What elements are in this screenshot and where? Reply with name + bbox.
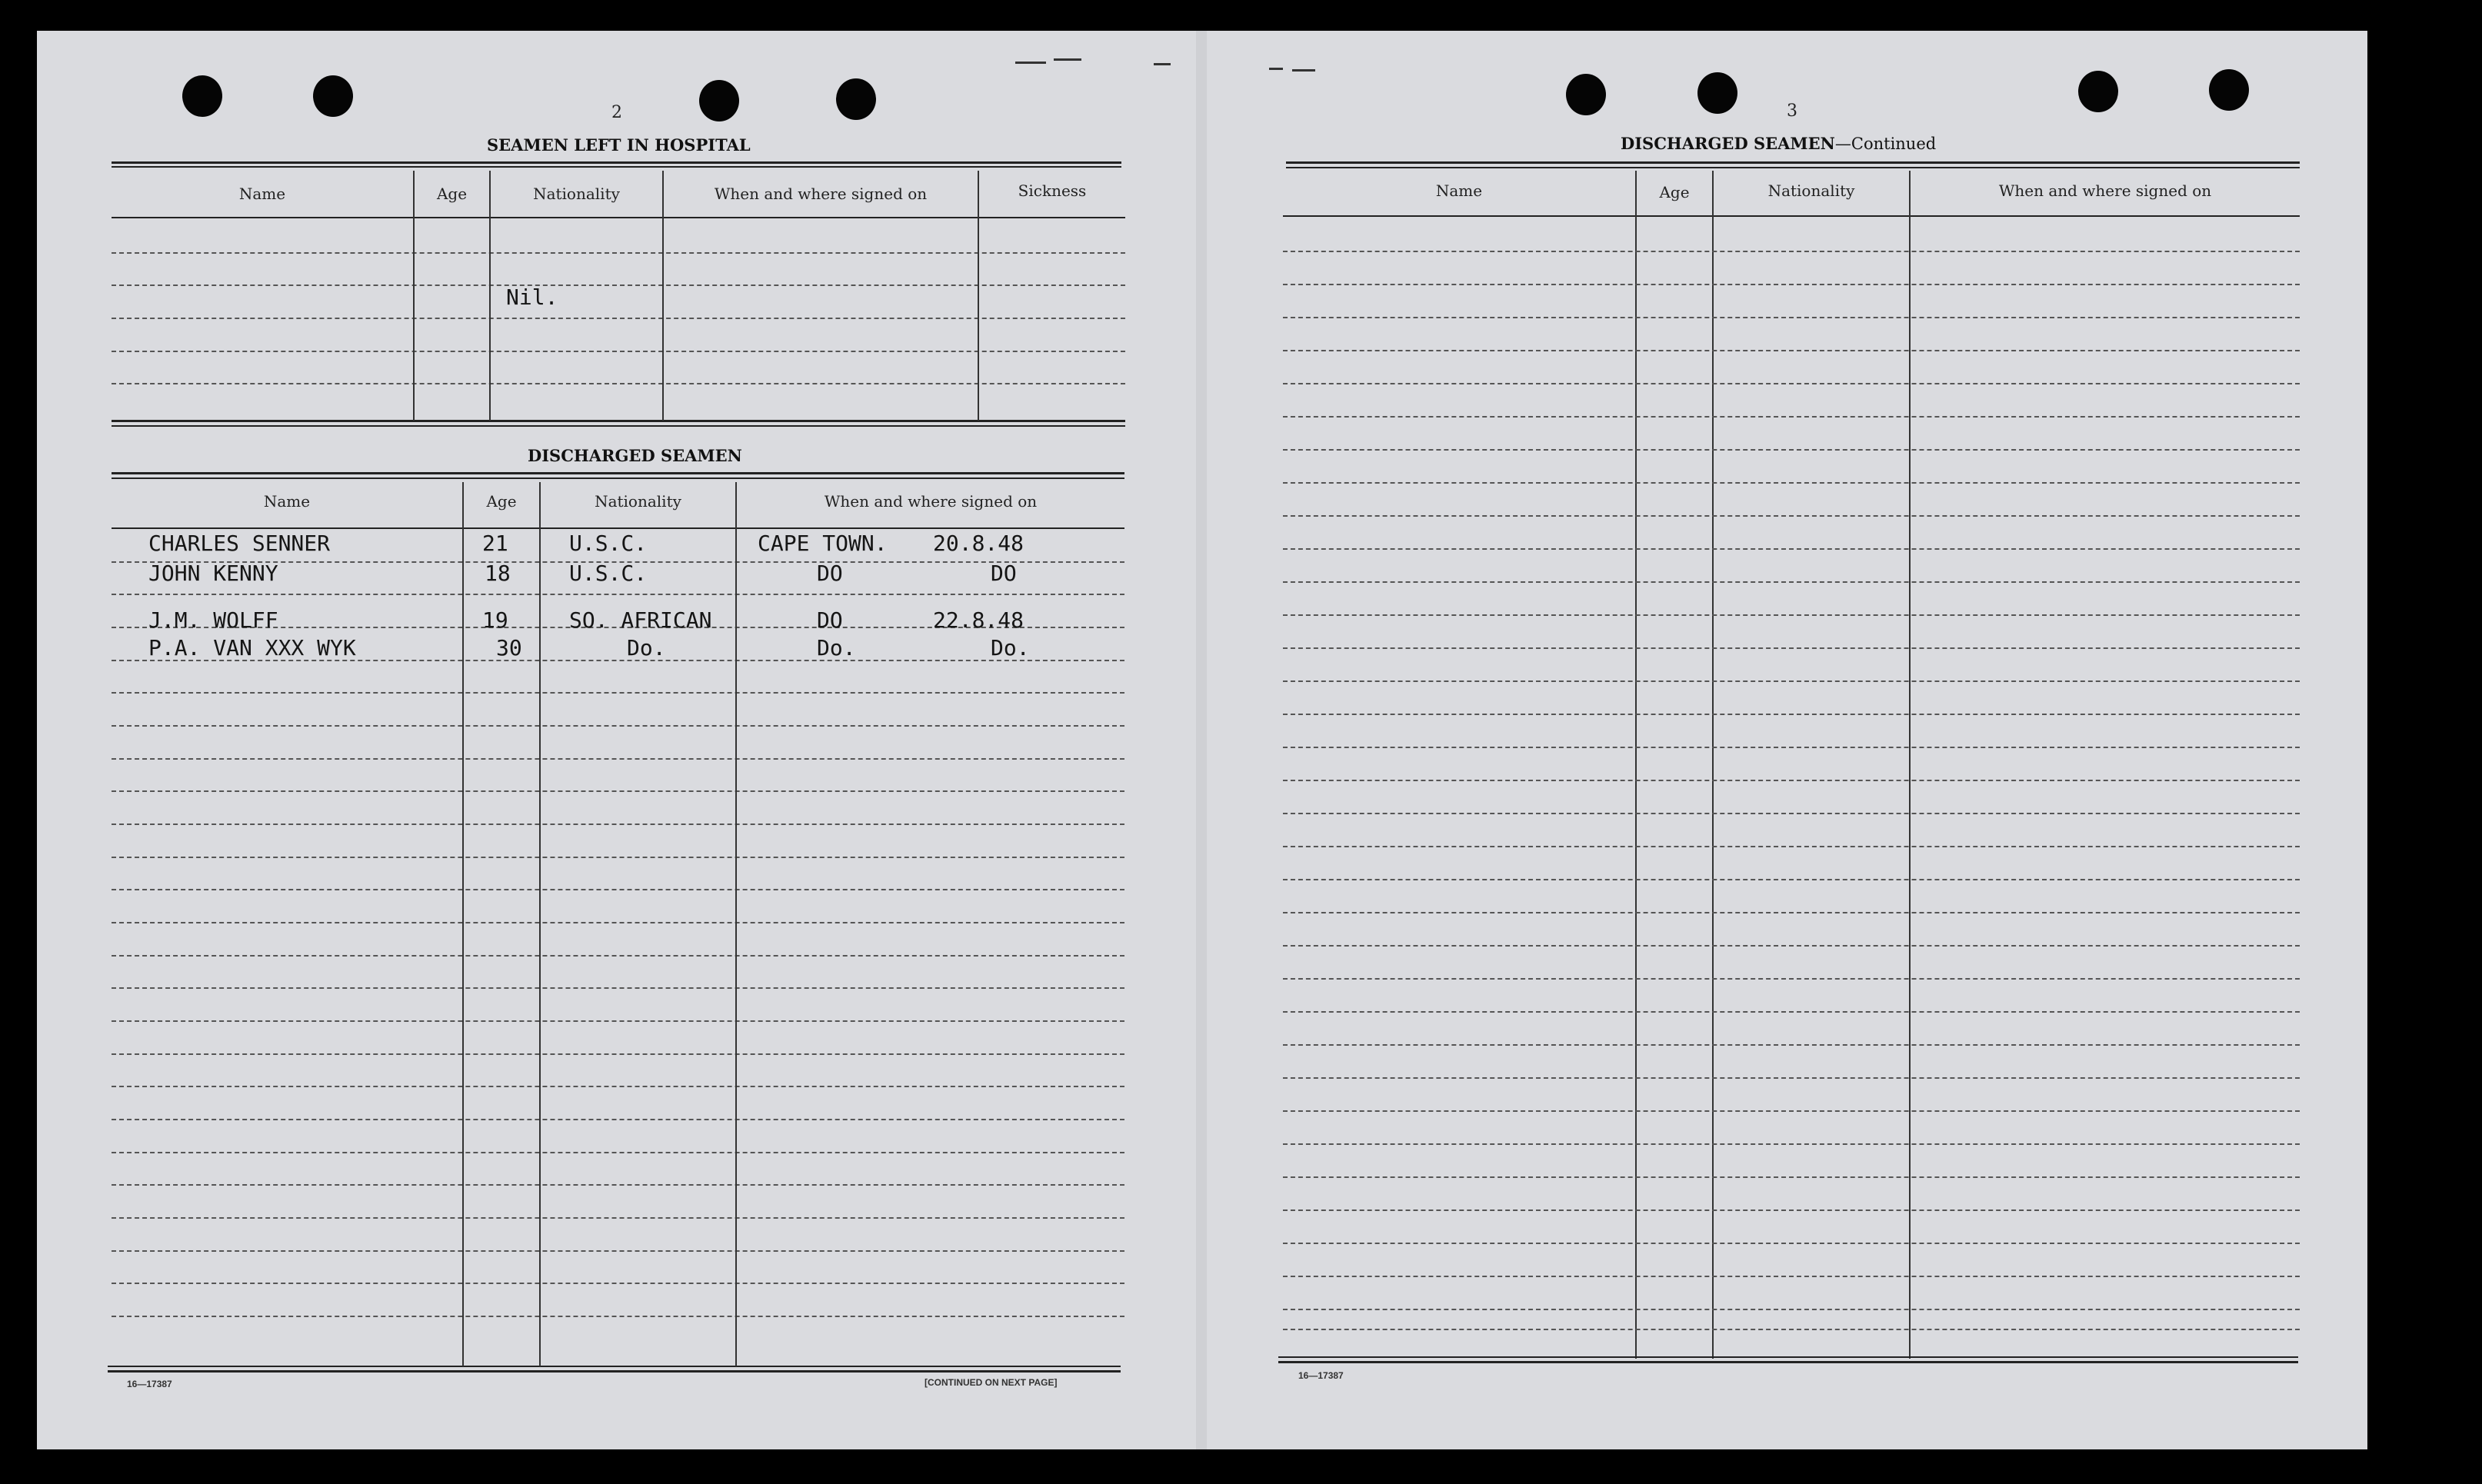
page-number-right: 3: [1787, 101, 1797, 121]
right-row-line: [1283, 449, 2300, 451]
ink-smudge: [1015, 62, 1046, 64]
discharged-row-line: [112, 758, 1124, 760]
hospital-row-line: [112, 383, 1125, 384]
discharged-header-rule: [112, 527, 1124, 529]
right-col-divider: [1712, 171, 1714, 1359]
ink-smudge: [1154, 63, 1171, 65]
seaman-name: JOHN KENNY: [148, 561, 278, 586]
seaman-place: CAPE TOWN.: [758, 531, 888, 556]
right-header-name: Name: [1435, 181, 1483, 200]
discharged-header-when-where: When and where signed on: [824, 492, 1038, 511]
hospital-row-line: [112, 284, 1125, 286]
discharged-row-line: [112, 987, 1124, 989]
discharged-row-line: [112, 1316, 1124, 1317]
hospital-col-divider: [662, 171, 664, 421]
seaman-age: 19: [482, 607, 508, 633]
discharged-bottom-rule: [108, 1366, 1121, 1367]
discharged-row-line: [112, 857, 1124, 858]
discharged-section-title: DISCHARGED SEAMEN: [528, 446, 742, 465]
punch-hole: [2209, 69, 2249, 111]
right-row-line: [1283, 1243, 2300, 1244]
discharged-continued-title-main: DISCHARGED SEAMEN: [1621, 134, 1835, 153]
discharged-row-line: [112, 1119, 1124, 1120]
discharged-row-line: [112, 889, 1124, 890]
right-row-line: [1283, 945, 2300, 947]
discharged-row-line: [112, 1283, 1124, 1284]
seaman-name: P.A. VAN XXX WYK: [148, 635, 356, 660]
right-row-line: [1283, 581, 2300, 583]
hospital-row-line: [112, 252, 1125, 254]
right-row-line: [1283, 548, 2300, 550]
punch-hole: [1566, 74, 1606, 115]
right-row-line: [1283, 614, 2300, 616]
right-header-when-where: When and where signed on: [1998, 181, 2212, 200]
right-row-line: [1283, 780, 2300, 781]
punch-hole: [699, 80, 739, 121]
discharged-continued-title: [1621, 134, 1936, 153]
seaman-place: DO: [817, 561, 843, 586]
right-row-line: [1283, 1143, 2300, 1145]
hospital-bottom-rule: [112, 420, 1125, 422]
right-row-line: [1283, 813, 2300, 814]
seaman-name: J.M. WOLFF: [148, 607, 278, 633]
hospital-header-sickness: Sickness: [1018, 181, 1087, 200]
hospital-header-when-where: When and where signed on: [714, 185, 928, 203]
discharged-row-line: [112, 1053, 1124, 1055]
right-top-rule-2: [1286, 167, 2300, 168]
right-top-rule: [1286, 161, 2300, 164]
discharged-row-line: [112, 692, 1124, 694]
seaman-age: 30: [496, 635, 522, 660]
discharged-bottom-rule-2: [108, 1370, 1121, 1373]
seaman-date: 20.8.48: [933, 531, 1024, 556]
hospital-header-age: Age: [436, 185, 468, 203]
seaman-nationality: U.S.C.: [569, 561, 648, 586]
right-row-line: [1283, 747, 2300, 748]
discharged-header-name: Name: [263, 492, 311, 511]
discharged-row-line: [112, 790, 1124, 792]
seaman-nationality: U.S.C.: [569, 531, 648, 556]
discharged-row-line: [112, 725, 1124, 727]
discharged-col-divider: [539, 482, 541, 1366]
right-row-line: [1283, 1044, 2300, 1046]
right-row-line: [1283, 416, 2300, 418]
right-row-line: [1283, 383, 2300, 384]
hospital-col-divider: [978, 171, 979, 421]
right-row-line: [1283, 317, 2300, 318]
discharged-header-age: Age: [486, 492, 517, 511]
right-row-line: [1283, 350, 2300, 351]
right-row-line: [1283, 1176, 2300, 1178]
seaman-date: Do.: [991, 635, 1030, 660]
page-gutter: [1196, 31, 1207, 1449]
page-number-left: 2: [611, 103, 622, 122]
hospital-header-rule: [112, 217, 1125, 218]
punch-hole: [182, 75, 222, 117]
hospital-col-divider: [489, 171, 491, 421]
seaman-place: Do.: [817, 635, 856, 660]
seaman-name: CHARLES SENNER: [148, 531, 331, 556]
ink-smudge: [1054, 58, 1081, 61]
hospital-row-line: [112, 318, 1125, 319]
right-row-line: [1283, 714, 2300, 715]
discharged-row-line: [112, 955, 1124, 957]
hospital-header-name: Name: [238, 185, 286, 203]
right-col-divider: [1635, 171, 1637, 1359]
right-row-line: [1283, 1309, 2300, 1310]
seaman-date: DO: [991, 561, 1017, 586]
hospital-nil-note: Nil.: [506, 284, 558, 310]
right-row-line: [1283, 1077, 2300, 1079]
punch-hole: [836, 78, 876, 120]
hospital-top-rule: [112, 161, 1121, 164]
punch-hole: [2078, 71, 2118, 112]
discharged-header-nationality: Nationality: [595, 492, 681, 511]
discharged-row-line: [112, 1250, 1124, 1252]
right-row-line: [1283, 978, 2300, 980]
discharged-row-line: [112, 824, 1124, 825]
form-number-left: 16—17387: [127, 1379, 172, 1389]
discharged-row-line: [112, 1152, 1124, 1153]
hospital-section-title: SEAMEN LEFT IN HOSPITAL: [487, 135, 751, 155]
right-header-nationality: Nationality: [1767, 181, 1855, 200]
discharged-top-rule: [112, 472, 1124, 474]
right-row-line: [1283, 912, 2300, 913]
seaman-age: 21: [482, 531, 508, 556]
right-row-line: [1283, 846, 2300, 847]
hospital-row-line: [112, 351, 1125, 352]
right-row-line: [1283, 515, 2300, 517]
discharged-row-line: [112, 1086, 1124, 1087]
right-row-line: [1283, 1329, 2300, 1330]
discharged-row-line: [112, 1184, 1124, 1186]
discharged-top-rule-2: [112, 477, 1124, 479]
seaman-nationality: Do.: [627, 635, 666, 660]
right-row-line: [1283, 482, 2300, 484]
right-bottom-rule: [1278, 1356, 2298, 1358]
ink-smudge: [1269, 68, 1283, 70]
right-bottom-rule-2: [1278, 1361, 2298, 1363]
discharged-col-divider: [735, 482, 737, 1366]
punch-hole: [1697, 72, 1737, 114]
hospital-bottom-rule-2: [112, 425, 1125, 427]
continued-note: [CONTINUED ON NEXT PAGE]: [925, 1377, 1058, 1388]
discharged-row-line: [112, 594, 1124, 595]
right-row-line: [1283, 1110, 2300, 1112]
ink-smudge: [1292, 69, 1315, 72]
punch-hole: [313, 75, 353, 117]
form-number-right: 16—17387: [1298, 1370, 1344, 1381]
hospital-col-divider: [413, 171, 415, 421]
discharged-row-line: [112, 922, 1124, 923]
right-row-line: [1283, 879, 2300, 880]
discharged-col-divider: [462, 482, 464, 1366]
right-row-line: [1283, 1011, 2300, 1013]
seaman-date: 22.8.48: [933, 607, 1024, 633]
right-row-line: [1283, 1209, 2300, 1211]
seaman-nationality: SO. AFRICAN: [569, 607, 712, 633]
seaman-place: DO: [817, 607, 843, 633]
hospital-top-rule-2: [112, 166, 1121, 168]
hospital-header-nationality: Nationality: [533, 185, 620, 203]
right-row-line: [1283, 647, 2300, 649]
right-row-line: [1283, 680, 2300, 682]
right-row-line: [1283, 284, 2300, 285]
seaman-age: 18: [485, 561, 511, 586]
right-row-line: [1283, 1276, 2300, 1277]
discharged-row-line: [112, 1217, 1124, 1219]
right-row-line: [1283, 251, 2300, 252]
right-header-age: Age: [1659, 183, 1690, 201]
discharged-continued-title-suffix: —Continued: [1834, 135, 1937, 153]
right-col-divider: [1909, 171, 1911, 1359]
discharged-row-line: [112, 1020, 1124, 1022]
right-header-rule: [1283, 215, 2300, 217]
